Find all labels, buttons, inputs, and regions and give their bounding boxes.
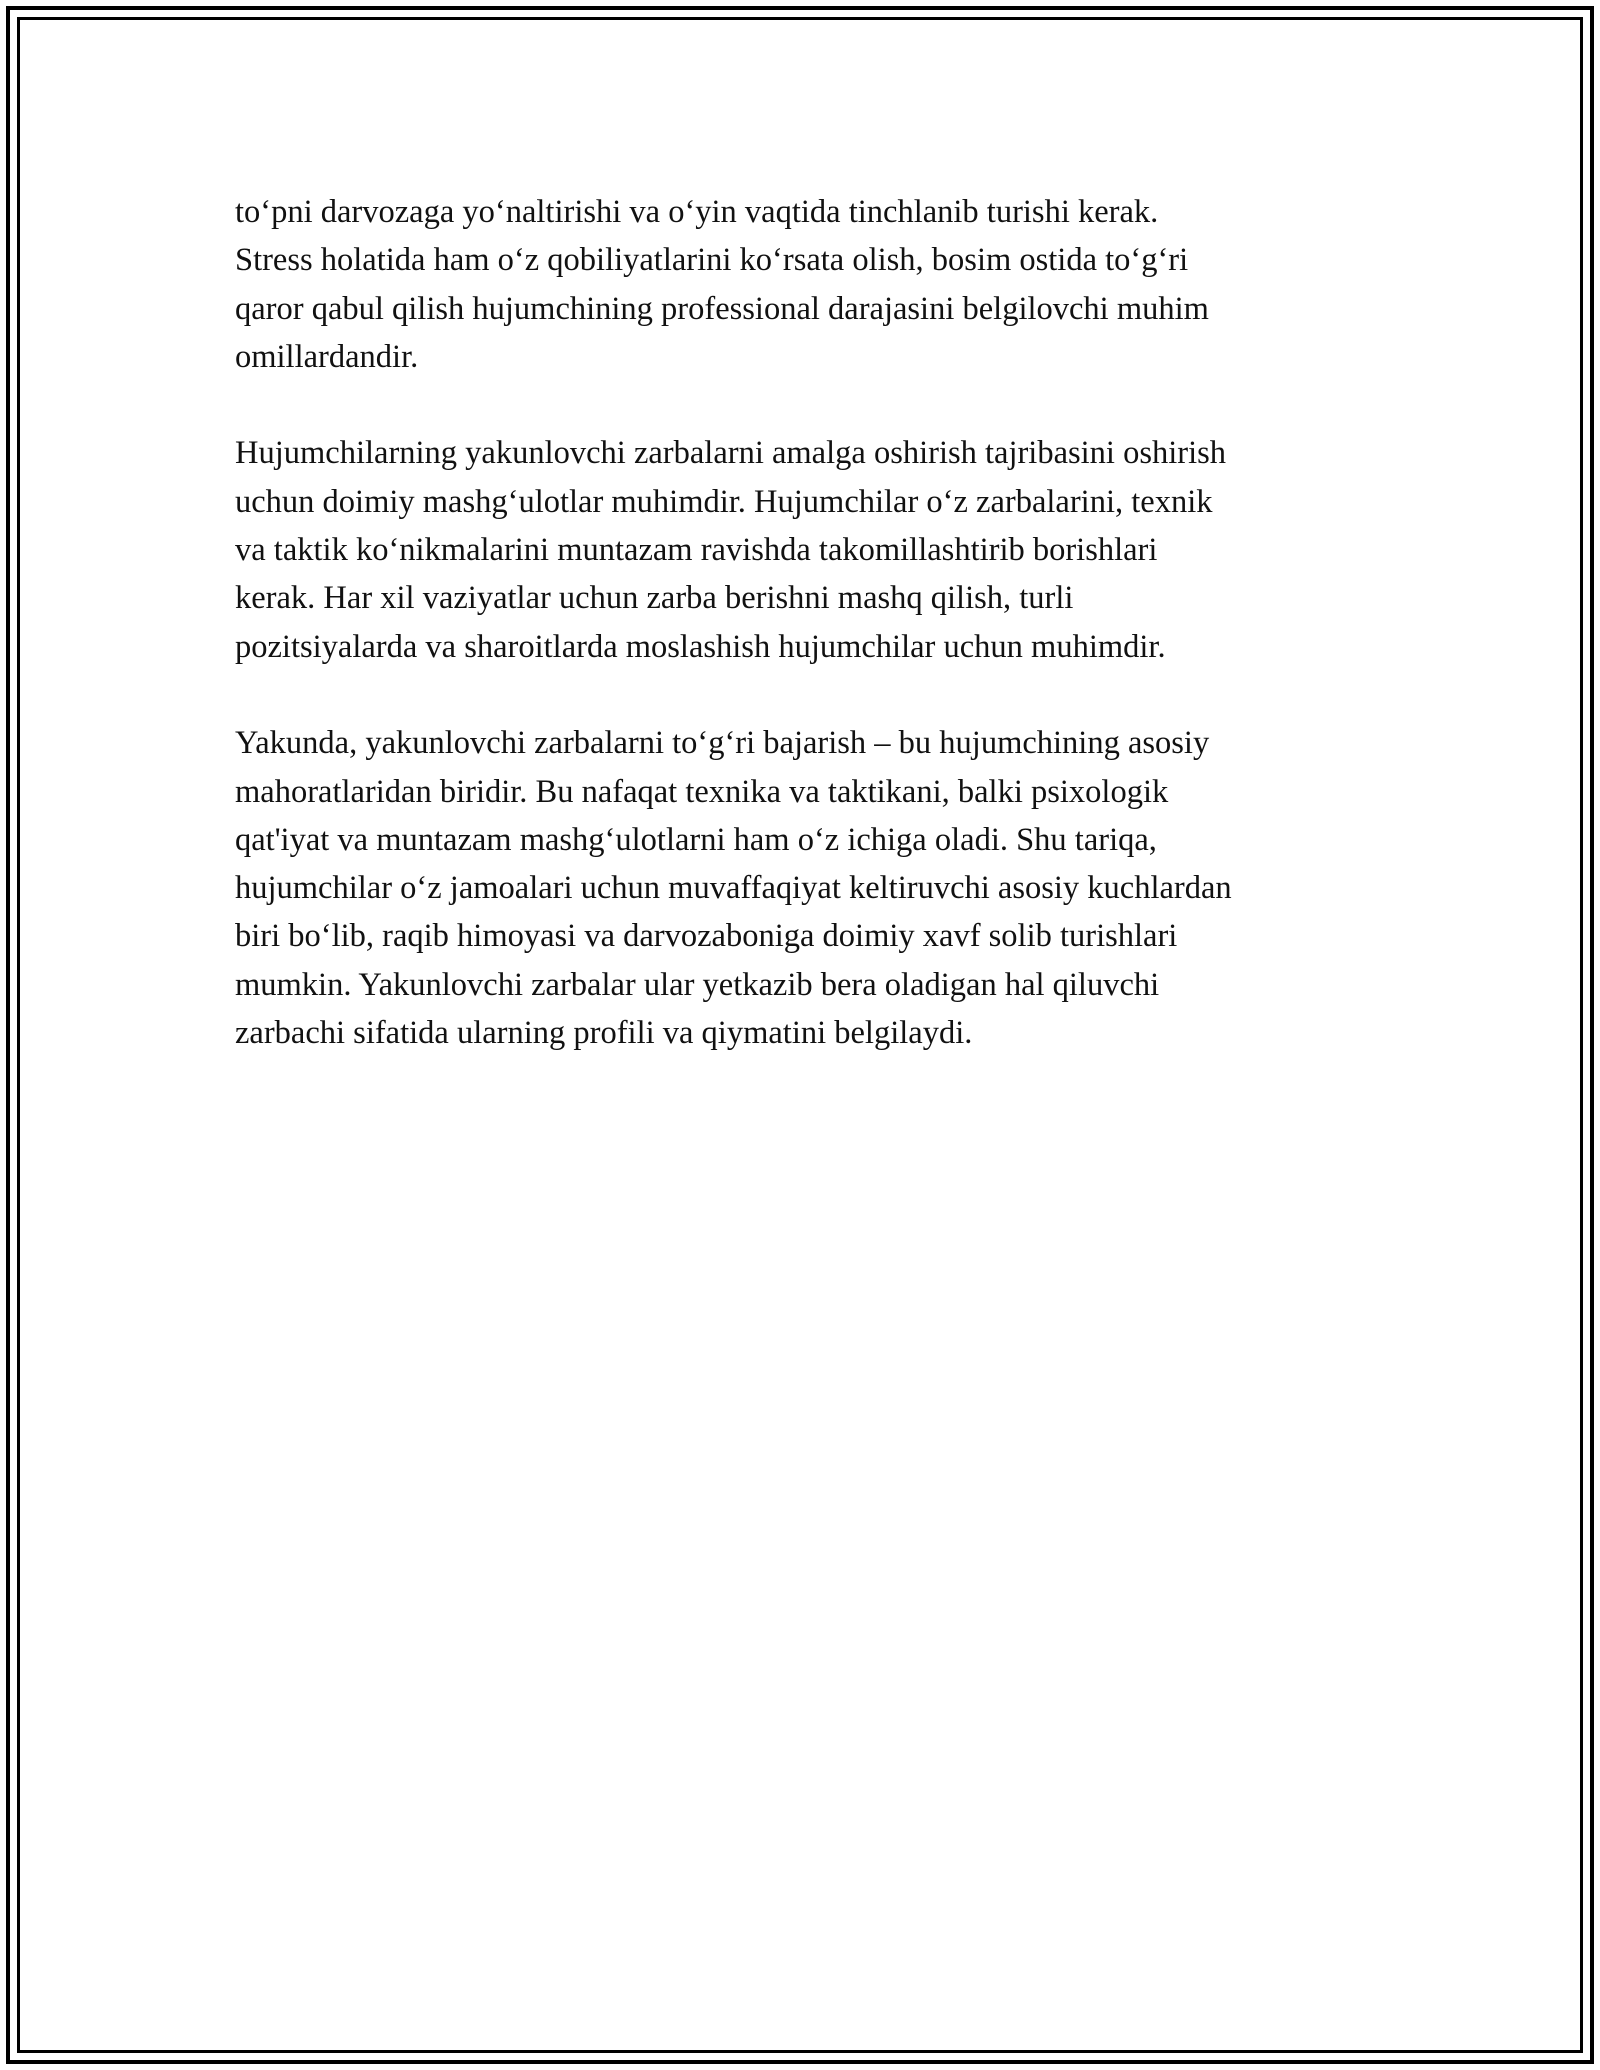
text-line: pozitsiyalarda va sharoitlarda moslashish hujumchilar uchun muhimdir. <box>235 628 1166 665</box>
paragraph-2 <box>235 429 1365 670</box>
paragraph-3 <box>235 719 1365 1057</box>
text-line: qaror qabul qilish hujumchining professional darajasini belgilovchi muhim <box>235 290 1209 327</box>
text-line: va taktik ko‘nikmalarini muntazam ravishda takomillashtirib borishlari <box>235 532 1158 569</box>
text-line: biri bo‘lib, raqib himoyasi va darvozaboniga doimiy xavf solib turishlari <box>235 918 1178 955</box>
document-body <box>235 188 1365 1106</box>
text-line: zarbachi sifatida ularning profili va qiymatini belgilaydi. <box>235 1015 973 1052</box>
text-line: Stress holatida ham o‘z qobiliyatlarini ko‘rsata olish, bosim ostida to‘g‘ri <box>235 242 1189 279</box>
paragraph-1 <box>235 188 1365 381</box>
text-line: mumkin. Yakunlovchi zarbalar ular yetkazib bera oladigan hal qiluvchi <box>235 966 1160 1003</box>
text-line: Yakunda, yakunlovchi zarbalarni to‘g‘ri bajarish – bu hujumchining asosiy <box>235 725 1210 762</box>
text-line: omillardandir. <box>235 338 419 375</box>
text-line: hujumchilar o‘z jamoalari uchun muvaffaqiyat keltiruvchi asosiy kuchlardan <box>235 870 1232 907</box>
text-line: qat'iyat va muntazam mashg‘ulotlarni ham o‘z ichiga oladi. Shu tariqa, <box>235 821 1157 858</box>
text-line: to‘pni darvozaga yo‘naltirishi va o‘yin vaqtida tinchlanib turishi kerak. <box>235 194 1159 230</box>
text-line: kerak. Har xil vaziyatlar uchun zarba berishni mashq qilish, turli <box>235 580 1074 617</box>
text-line: uchun doimiy mashg‘ulotlar muhimdir. Hujumchilar o‘z zarbalarini, texnik <box>235 483 1213 520</box>
text-line: mahoratlaridan biridir. Bu nafaqat texnika va taktikani, balki psixologik <box>235 773 1169 810</box>
text-line: Hujumchilarning yakunlovchi zarbalarni amalga oshirish tajribasini oshirish <box>235 435 1227 472</box>
